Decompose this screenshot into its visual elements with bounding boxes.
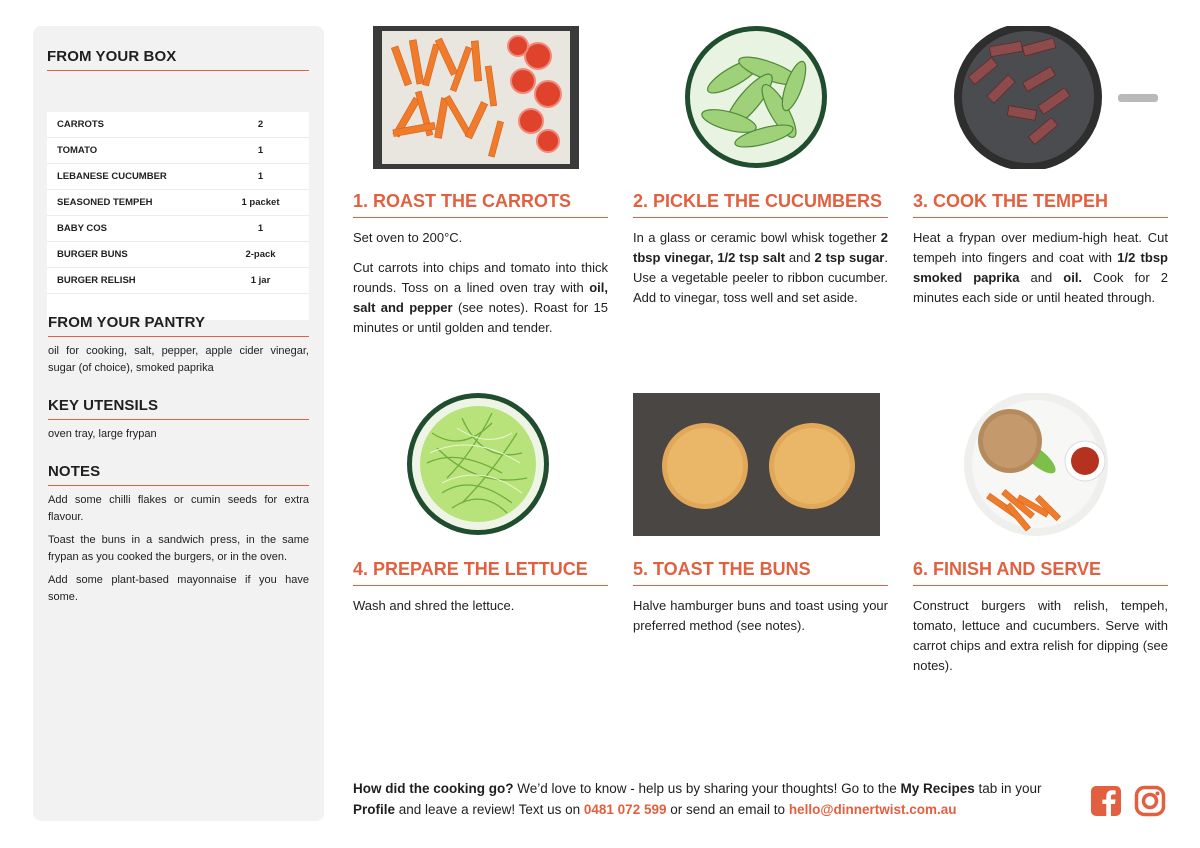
ingredient-qty: 1 (257, 223, 264, 234)
step-2-title: 2. PICKLE THE CUCUMBERS (633, 191, 888, 218)
ingredient-qty: 1 jar (250, 275, 271, 286)
cucumber-ribbons-photo (679, 26, 834, 169)
step-4-text: Wash and shred the lettuce. (353, 598, 515, 613)
key-utensils-heading: KEY UTENSILS (48, 397, 309, 420)
note-item: Toast the buns in a sandwich press, in the same frypan as you cooked the burgers, or in the oven. (48, 534, 309, 563)
step-4-body (353, 596, 608, 616)
step-1-title: 1. ROAST THE CARROTS (353, 191, 608, 218)
notes-heading: NOTES (48, 463, 309, 486)
ingredient-row (47, 268, 309, 294)
ingredient-row (47, 216, 309, 242)
shredded-lettuce-photo (402, 393, 555, 536)
ingredient-row (47, 164, 309, 190)
note-item: Add some plant-based mayonnaise if you have some. (48, 574, 309, 603)
step-3-body (913, 228, 1168, 308)
feedback-footer: How did the cooking go? We’d love to know - help us by sharing your thoughts! Go to the My Recipes tab in your Profile and leave a review! Text us on 0481 072 599 or send an email to hello@dinnertwist.com.au (353, 781, 1042, 817)
step-5-body (633, 596, 888, 636)
pantry-section (48, 314, 309, 377)
sidebar (33, 26, 324, 821)
facebook-icon[interactable] (1090, 785, 1122, 817)
plated-burger-photo (960, 393, 1113, 536)
ingredient-qty: 1 packet (241, 197, 280, 208)
ingredients-table (47, 112, 309, 320)
profile-link[interactable]: Profile (353, 802, 396, 817)
ingredient-name: BURGER RELISH (57, 275, 136, 286)
step-2 (633, 191, 888, 308)
step-3 (913, 191, 1168, 308)
instagram-icon[interactable] (1134, 785, 1166, 817)
tempeh-frypan-photo (928, 26, 1160, 169)
step-4 (353, 559, 608, 616)
my-recipes-link[interactable]: My Recipes (900, 781, 975, 796)
step-2-body (633, 228, 888, 308)
step-3-text: Heat a frypan over medium-high heat. Cut tempeh into fingers and coat with 1/2 tbsp smoked paprika and oil. Cook for 2 minutes each side or until heated through. (913, 230, 1168, 305)
step-2-text: In a glass or ceramic bowl whisk together 2 tbsp vinegar, 1/2 tsp salt and 2 tsp sugar. Use a vegetable peeler to ribbon cucumber. Add to vinegar, toss well and set aside. (633, 230, 888, 305)
step-1-text: Set oven to 200°C. (353, 230, 463, 245)
note-item: Add some chilli flakes or cumin seeds for extra flavour. (48, 494, 309, 523)
ingredient-name: TOMATO (57, 145, 98, 156)
step-6-body (913, 596, 1168, 676)
ingredient-name: SEASONED TEMPEH (57, 197, 153, 208)
utensils-section (48, 397, 309, 443)
ingredient-qty: 2-pack (245, 249, 276, 260)
ingredient-name: BABY COS (57, 223, 107, 234)
notes-section (48, 463, 309, 606)
from-your-pantry-heading: FROM YOUR PANTRY (48, 314, 309, 337)
ingredient-row (47, 242, 309, 268)
ingredient-name: LEBANESE CUCUMBER (57, 171, 167, 182)
step-1-text-2: Cut carrots into chips and tomato into thick rounds. Toss on a lined oven tray with oil, salt and pepper (see notes). Roast for 15 minutes or until golden and tender. (353, 260, 608, 335)
step-6 (913, 559, 1168, 676)
footer-question: How did the cooking go? (353, 781, 514, 796)
ingredient-row (47, 112, 309, 138)
step-5-text: Halve hamburger buns and toast using your preferred method (see notes). (633, 598, 888, 633)
step-5-title: 5. TOAST THE BUNS (633, 559, 888, 586)
step-4-title: 4. PREPARE THE LETTUCE (353, 559, 608, 586)
from-your-box-heading: FROM YOUR BOX (47, 48, 309, 71)
ingredient-row (47, 190, 309, 216)
step-1 (353, 191, 608, 338)
ingredient-qty: 2 (257, 119, 264, 130)
utensils-text: oven tray, large frypan (48, 428, 157, 440)
email-link[interactable]: hello@dinnertwist.com.au (788, 802, 957, 817)
phone-number[interactable]: 0481 072 599 (583, 802, 667, 817)
step-6-title: 6. FINISH AND SERVE (913, 559, 1168, 586)
ingredient-qty: 1 (257, 171, 264, 182)
pantry-text: oil for cooking, salt, pepper, apple cider vinegar, sugar (of choice), smoked paprika (48, 345, 309, 374)
step-1-body (353, 228, 608, 338)
step-5 (633, 559, 888, 636)
step-3-title: 3. COOK THE TEMPEH (913, 191, 1168, 218)
ingredient-name: CARROTS (57, 119, 104, 130)
ingredient-qty: 1 (257, 145, 264, 156)
ingredient-name: BURGER BUNS (57, 249, 128, 260)
burger-buns-photo (633, 393, 880, 536)
roast-carrots-photo (373, 26, 579, 169)
ingredient-row (47, 138, 309, 164)
step-6-text: Construct burgers with relish, tempeh, tomato, lettuce and cucumbers. Serve with carrot chips and extra relish for dipping (see notes). (913, 598, 1168, 673)
